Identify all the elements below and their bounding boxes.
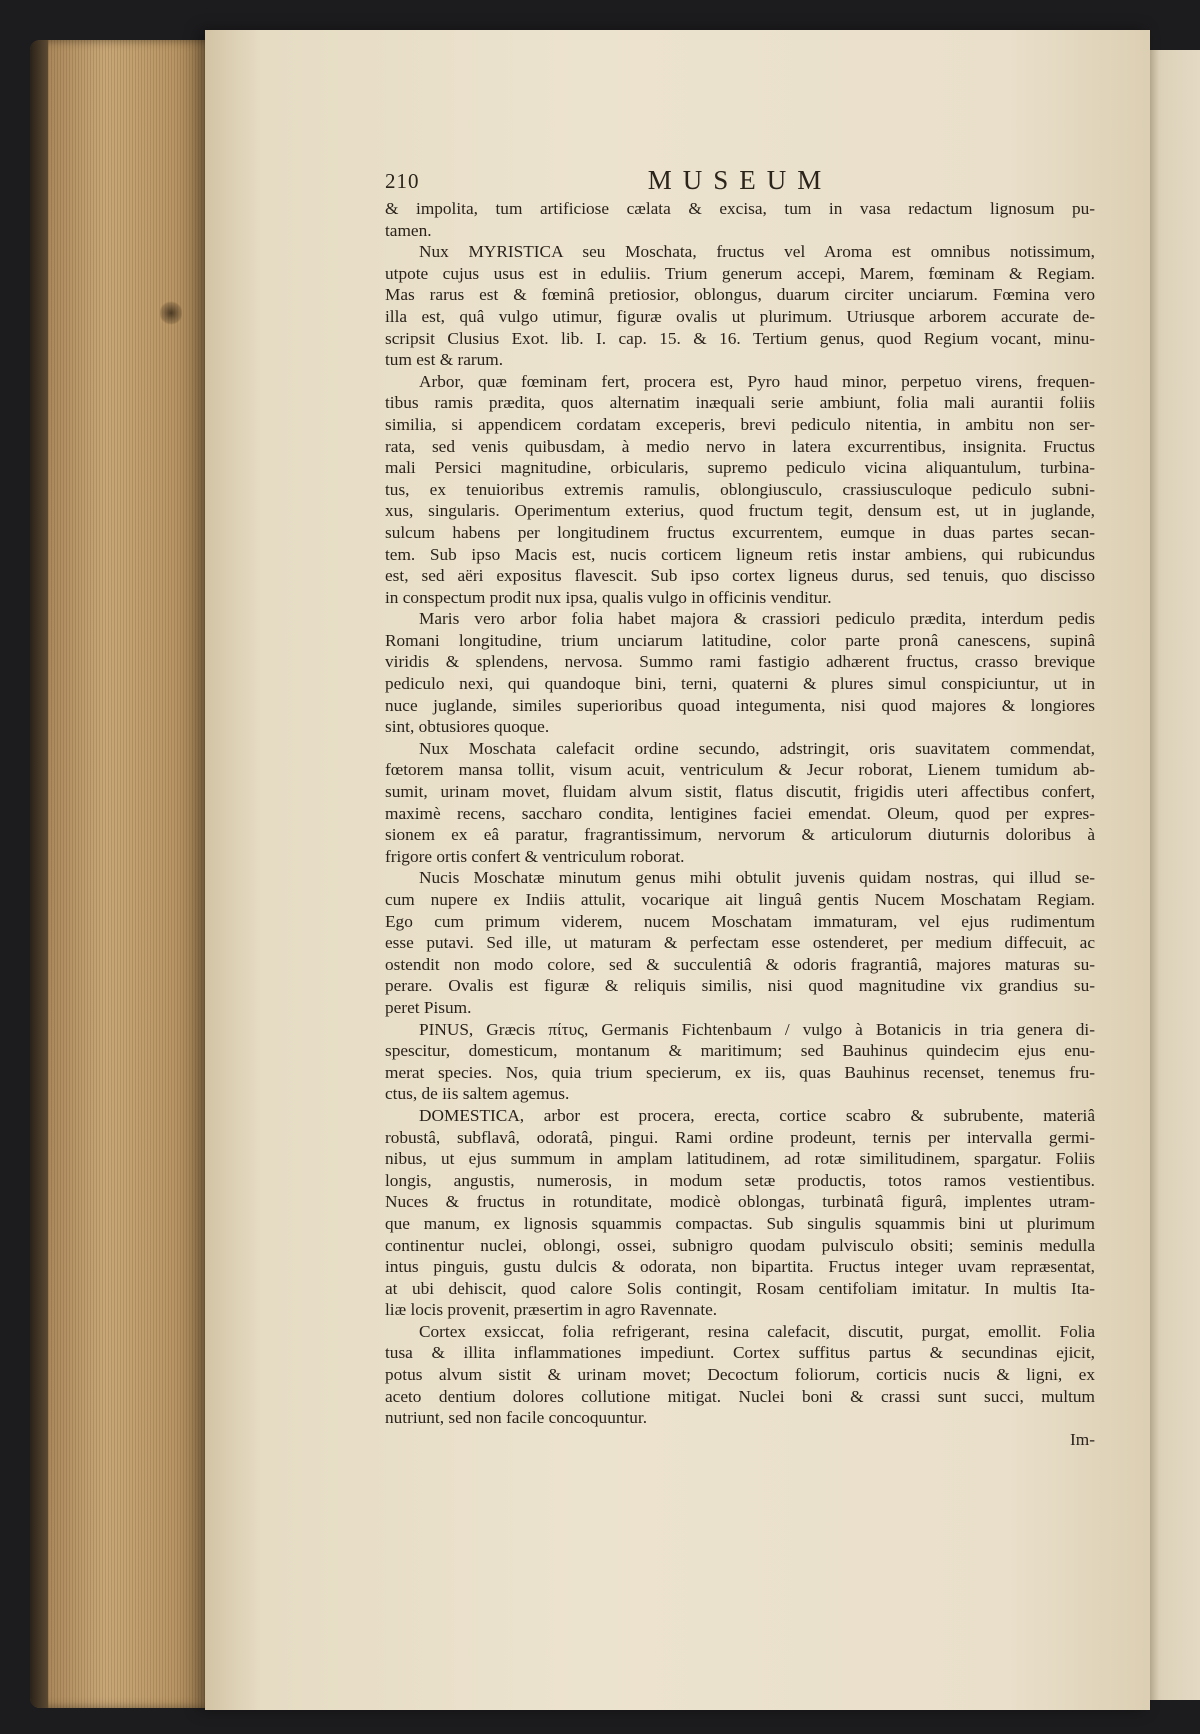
text-line: tusa & illita inflammationes impediunt. Cortex suffitus partus & secundinas ejicit, xyxy=(385,1343,1095,1363)
text-line: Cortex exsiccat, folia refrigerant, resina calefacit, discutit, purgat, emollit. Folia xyxy=(419,1321,1095,1341)
text-line: PINUS, Græcis πίτυς, Germanis Fichtenbaum / vulgo à Botanicis in tria genera di- xyxy=(419,1019,1095,1039)
text-line: similia, si appendicem cordatam exceperis, brevi pediculo nitentia, in ambitu non ser- xyxy=(385,414,1095,434)
text-line: aceto dentium dolores collutione mitigat. Nuclei boni & crassi sunt succi, multum xyxy=(385,1386,1095,1406)
text-line: robustâ, subflavâ, odoratâ, pingui. Rami ordine prodeunt, ternis per intervalla germi- xyxy=(385,1127,1095,1147)
book-fore-edge xyxy=(30,40,220,1708)
text-line: peret Pisum. xyxy=(385,997,472,1017)
text-line: scripsit Clusius Exot. lib. I. cap. 15. & 16. Tertium genus, quod Regium vocant, minu- xyxy=(385,328,1095,348)
text-line: perare. Ovalis est figuræ & reliquis similis, nisi quod magnitudine vix grandius su- xyxy=(385,976,1095,996)
text-line: xus, singularis. Operimentum exterius, quod fructum tegit, densum est, ut in juglande, xyxy=(385,501,1095,521)
text-line: merat species. Nos, quia trium specierum, ex iis, quas Bauhinus recenset, tenemus fru- xyxy=(385,1062,1095,1082)
text-line: Nux MYRISTICA seu Moschata, fructus vel Aroma est omnibus notissimum, xyxy=(419,242,1095,262)
text-line: tamen. xyxy=(385,220,432,240)
text-line: sumit, urinam movet, fluidam alvum sistit, flatus discutit, frigidis uteri affectibus confert, xyxy=(385,782,1095,802)
ink-blot-mark xyxy=(160,300,182,326)
facing-page-edge xyxy=(1142,50,1200,1700)
text-line: Mas rarus est & fœminâ pretiosior, oblongus, duarum circiter unciarum. Fœmina vero xyxy=(385,285,1095,305)
text-line: tem. Sub ipso Macis est, nucis corticem ligneum retis instar ambiens, qui rubicundus xyxy=(385,544,1095,564)
body-text xyxy=(385,198,1095,1450)
text-line: nibus, ut ejus summum in amplam latitudinem, ad rotæ similitudinem, spargatur. Foliis xyxy=(385,1149,1095,1169)
text-line: continentur nuclei, oblongi, ossei, subnigro quodam pulvisculo obsiti; seminis medulla xyxy=(385,1235,1095,1255)
text-line: sionem ex eâ paratur, fragrantissimum, nervorum & articulorum diuturnis doloribus à xyxy=(385,825,1095,845)
text-line: est, sed aëri expositus flavescit. Sub ipso cortex ligneus durus, sed tenuis, quo discisso xyxy=(385,566,1095,586)
text-line: frigore ortis confert & ventriculum roborat. xyxy=(385,846,685,866)
book-edge-shadow xyxy=(30,40,48,1708)
text-line: ostendit non modo colore, sed & succulentiâ & odoris fragrantiâ, majores maturas su- xyxy=(385,954,1095,974)
text-line: fœtorem mansa tollit, visum acuit, ventriculum & Jecur roborat, Lienem tumidum ab- xyxy=(385,760,1095,780)
text-line: & impolita, tum artificiose cælata & excisa, tum in vasa redactum lignosum pu- xyxy=(385,199,1095,218)
text-line: sulcum habens per longitudinem fructus excurrentem, eumque in duas partes secan- xyxy=(385,522,1095,542)
text-line: mali Persici magnitudine, orbicularis, supremo pediculo vicina aliquantulum, turbina- xyxy=(385,458,1095,478)
text-line: utpote cujus usus est in eduliis. Trium generum accepi, Marem, fœminam & Regiam. xyxy=(385,263,1095,283)
text-line: spescitur, domesticum, montanum & maritimum; sed Bauhinus quindecim ejus enu- xyxy=(385,1041,1095,1061)
text-line: nuce juglande, similes superioribus quoad integumenta, nisi quod majores & longiores xyxy=(385,695,1095,715)
text-line: intus pinguis, gustu dulcis & odorata, non bipartita. Fructus integer uvam repræsentat, xyxy=(385,1257,1095,1277)
text-line: viridis & splendens, nervosa. Summo rami fastigio adhærent fructus, crasso brevique xyxy=(385,652,1095,672)
text-line: Maris vero arbor folia habet majora & crassiori pediculo prædita, interdum pedis xyxy=(419,609,1095,629)
text-line: ctus, de iis saltem agemus. xyxy=(385,1084,570,1104)
text-line: illa est, quâ vulgo utimur, figuræ ovalis ut plurimum. Utriusque arborem accurate de- xyxy=(385,306,1095,326)
text-line: que manum, ex lignosis squammis compactas. Sub singulis squammis bini ut plurimum xyxy=(385,1213,1095,1233)
page-number: 210 xyxy=(385,169,420,193)
text-line: potus alvum sistit & urinam movet; Decoctum foliorum, corticis nucis & ligni, ex xyxy=(385,1365,1095,1385)
text-line: Arbor, quæ fœminam fert, procera est, Pyro haud minor, perpetuo virens, frequen- xyxy=(419,371,1095,391)
catchword: Im- xyxy=(1070,1429,1095,1449)
text-line: Ego cum primum viderem, nucem Moschatam immaturam, vel ejus rudimentum xyxy=(385,911,1095,931)
running-head: MUSEUM xyxy=(647,165,833,195)
text-line: nutriunt, sed non facile concoquuntur. xyxy=(385,1408,648,1428)
text-line: tus, ex tenuioribus extremis ramulis, oblongiusculo, crassiusculoque pediculo subni- xyxy=(385,479,1095,499)
text-line: rata, sed venis quibusdam, à medio nervo in latera excurrentibus, insignita. Fructus xyxy=(385,436,1095,456)
text-line: DOMESTICA, arbor est procera, erecta, cortice scabro & subrubente, materiâ xyxy=(419,1105,1095,1125)
text-line: at ubi dehiscit, quod calore Solis contingit, Rosam centifoliam imitatur. In multis Ita- xyxy=(385,1278,1095,1298)
text-line: pediculo nexi, qui quandoque bini, terni, quaterni & plures simul conspiciuntur, ut in xyxy=(385,674,1095,694)
text-line: sint, obtusiores quoque. xyxy=(385,717,550,737)
text-line: tibus ramis prædita, quos alternatim inæquali serie ambiunt, folia mali aurantii foliis xyxy=(385,393,1095,413)
text-line: longis, angustis, numerosis, in modum setæ productis, totos ramos vestientibus. xyxy=(385,1170,1095,1190)
text-line: liæ locis provenit, præsertim in agro Ravennate. xyxy=(385,1300,718,1320)
text-line: tum est & rarum. xyxy=(385,350,504,370)
text-line: esse putavi. Sed ille, ut maturam & perfectam esse ostenderet, per medium diffecuit, ac xyxy=(385,933,1095,953)
text-line: Nucis Moschatæ minutum genus mihi obtulit juvenis quidam nostras, qui illud se- xyxy=(419,868,1095,888)
text-line: in conspectum prodit nux ipsa, qualis vulgo in officinis venditur. xyxy=(385,587,832,607)
text-line: Nuces & fructus in rotunditate, modicè oblongas, turbinatâ figurâ, implentes utram- xyxy=(385,1192,1095,1212)
text-line: Romani longitudine, trium unciarum latitudine, color parte pronâ canescens, supinâ xyxy=(385,630,1095,650)
text-line: cum nupere ex Indiis attulit, vocarique ait linguâ gentis Nucem Moschatam Regiam. xyxy=(385,890,1095,909)
text-line: maximè recens, saccharo condita, lentigines faciei emendat. Oleum, quod per expres- xyxy=(385,803,1095,823)
text-line: Nux Moschata calefacit ordine secundo, adstringit, oris suavitatem commendat, xyxy=(419,738,1095,758)
page-header xyxy=(385,165,1095,201)
